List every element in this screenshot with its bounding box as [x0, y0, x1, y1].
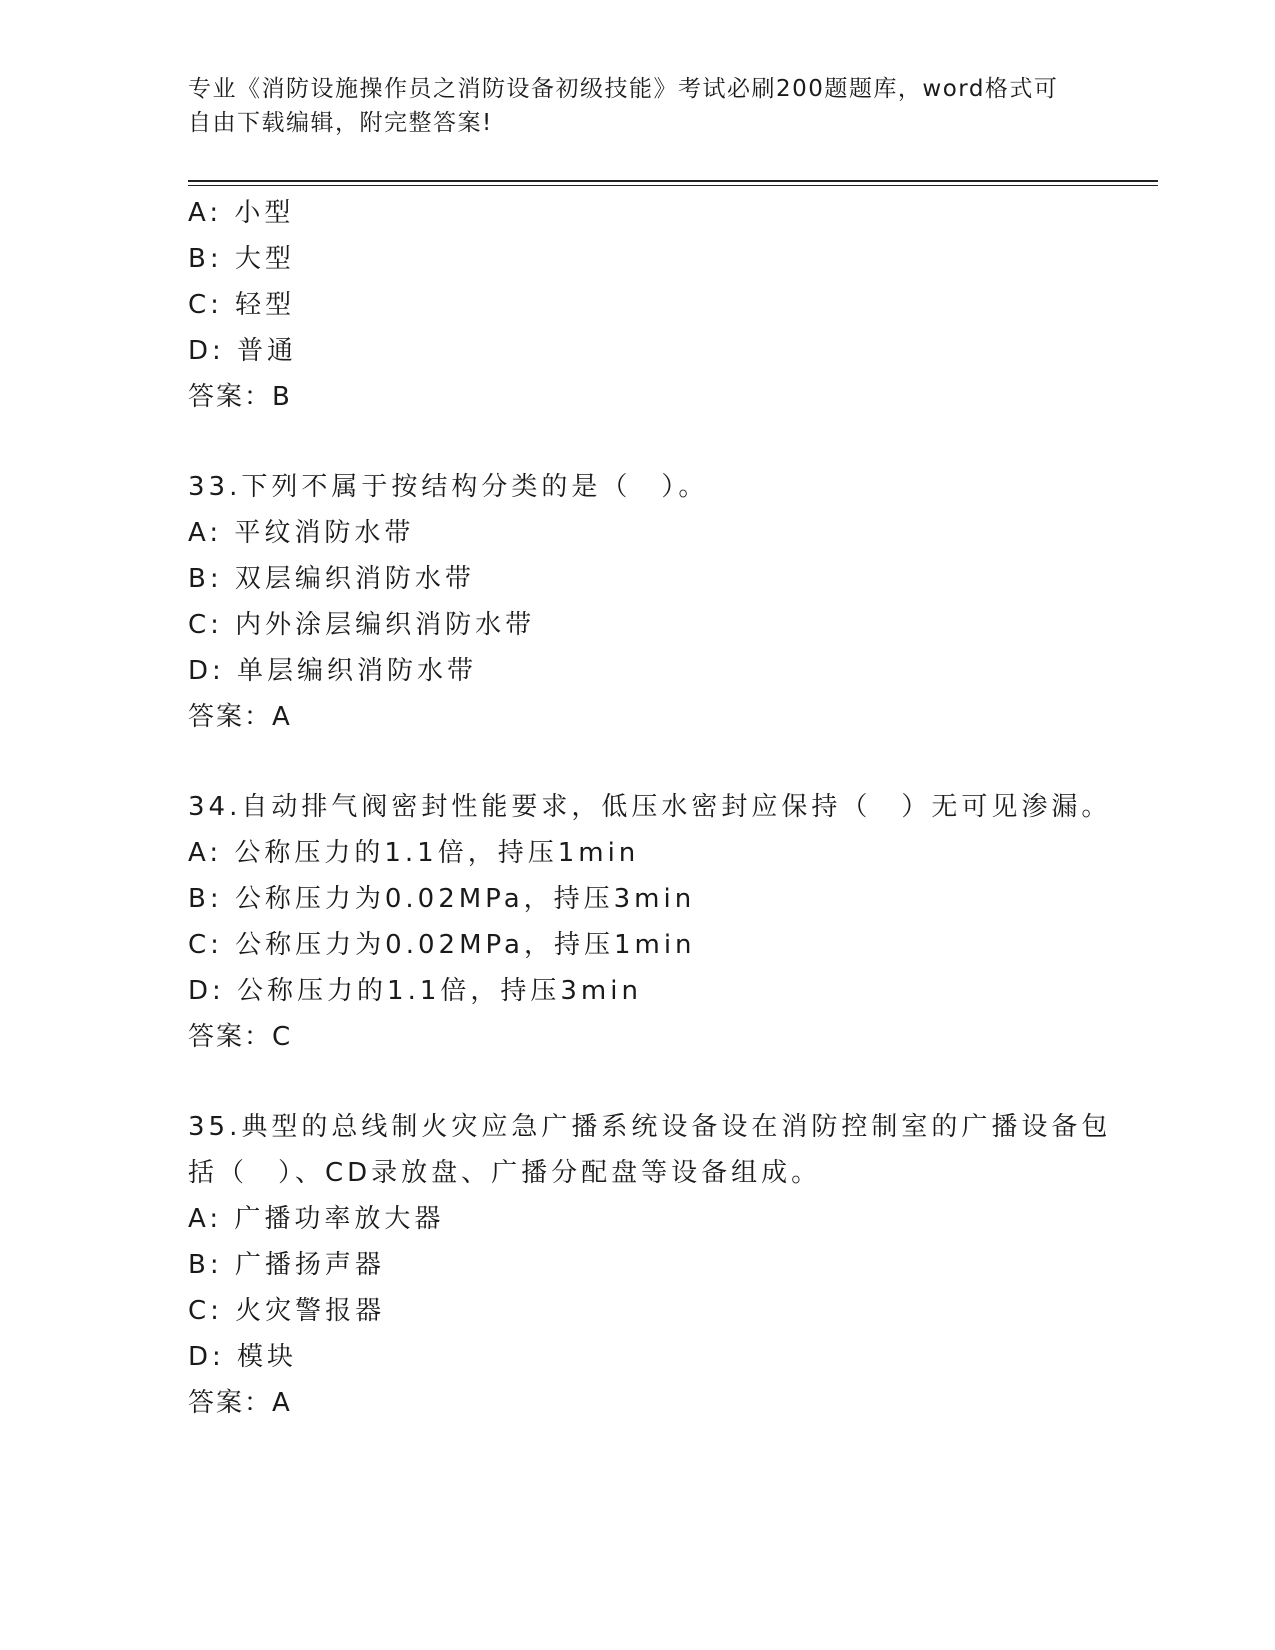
- question-list: [188, 190, 1148, 1426]
- option-c: C: 公称压力为0.02MPa，持压1min: [188, 930, 696, 960]
- question-34: [188, 784, 1148, 1060]
- question-stem-line-1: 35.典型的总线制火灾应急广播系统设备设在消防控制室的广播设备包: [188, 1112, 1112, 1142]
- document-header: [188, 72, 1088, 140]
- question-33: [188, 464, 1148, 740]
- question-stem-line-2: 括（ ）、CD录放盘、广播分配盘等设备组成。: [188, 1158, 822, 1188]
- option-b: B: 广播扬声器: [188, 1250, 385, 1280]
- answer-label: 答案：C: [188, 1022, 293, 1052]
- option-a: A: 小型: [188, 198, 295, 228]
- option-a: A: 公称压力的1.1倍，持压1min: [188, 838, 640, 868]
- answer-label: 答案：A: [188, 702, 292, 732]
- option-d: D: 公称压力的1.1倍，持压3min: [188, 976, 642, 1006]
- answer-label: 答案：A: [188, 1388, 292, 1418]
- option-b: B: 大型: [188, 244, 295, 274]
- option-c: C: 轻型: [188, 290, 296, 320]
- option-d: D: 单层编织消防水带: [188, 656, 478, 686]
- answer-label: 答案：B: [188, 382, 292, 412]
- option-b: B: 公称压力为0.02MPa，持压3min: [188, 884, 696, 914]
- question-spacer: [188, 420, 1148, 464]
- option-c: C: 火灾警报器: [188, 1296, 386, 1326]
- header-title-line-1: 专业《消防设施操作员之消防设备初级技能》考试必刷200题题库，word格式可: [188, 76, 1059, 102]
- question-spacer: [188, 1060, 1148, 1104]
- question-spacer: [188, 740, 1148, 784]
- header-divider: [188, 180, 1158, 186]
- question-35: [188, 1104, 1148, 1426]
- option-b: B: 双层编织消防水带: [188, 564, 475, 594]
- option-a: A: 平纹消防水带: [188, 518, 415, 548]
- question-stem: 33.下列不属于按结构分类的是（ ）。: [188, 472, 709, 502]
- option-d: D: 普通: [188, 336, 298, 366]
- option-c: C: 内外涂层编织消防水带: [188, 610, 536, 640]
- question-32: [188, 190, 1148, 420]
- option-d: D: 模块: [188, 1342, 298, 1372]
- option-a: A: 广播功率放大器: [188, 1204, 445, 1234]
- question-stem: 34.自动排气阀密封性能要求，低压水密封应保持（ ）无可见渗漏。: [188, 792, 1112, 822]
- header-title-line-2: 自由下载编辑，附完整答案!: [188, 110, 493, 136]
